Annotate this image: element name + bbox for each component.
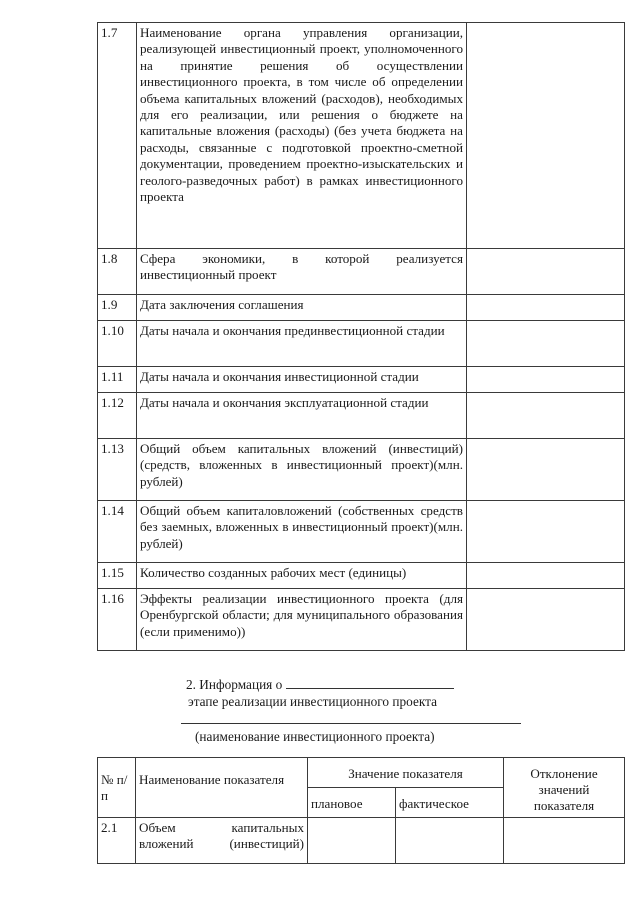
planned-value-cell[interactable] — [308, 818, 396, 864]
row-label: Даты начала и окончания эксплуатационной стадии — [137, 393, 467, 439]
row-label: Сфера экономики, в которой реализуется инвестиционный проект — [137, 249, 467, 295]
row-label: Эффекты реализации инвестиционного проекта (для Оренбургской области; для муниципального образования (если применимо)) — [137, 589, 467, 651]
row-number: 1.10 — [98, 321, 137, 367]
header-deviation: Отклонение значений показателя — [504, 758, 625, 818]
row-label: Общий объем капитальных вложений (инвестиций) (средств, вложенных в инвестиционный проект)(млн. рублей) — [137, 439, 467, 501]
project-info-table — [97, 22, 625, 651]
header-value-group: Значение показателя — [308, 758, 504, 788]
table-row — [98, 501, 625, 563]
table-row — [98, 589, 625, 651]
row-number: 1.13 — [98, 439, 137, 501]
row-number: 1.11 — [98, 367, 137, 393]
row-value-cell[interactable] — [467, 563, 625, 589]
indicators-table — [97, 757, 625, 864]
table-row — [98, 393, 625, 439]
section-title — [186, 677, 454, 693]
table-row — [98, 295, 625, 321]
row-number: 1.7 — [98, 23, 137, 249]
row-value-cell[interactable] — [467, 367, 625, 393]
deviation-value-cell[interactable] — [504, 818, 625, 864]
row-value-cell[interactable] — [467, 249, 625, 295]
header-planned: плановое — [308, 788, 396, 818]
actual-value-cell[interactable] — [396, 818, 504, 864]
row-number: 1.9 — [98, 295, 137, 321]
row-label: Общий объем капиталовложений (собственных средств без заемных, вложенных в инвестиционный проект)(млн. рублей) — [137, 501, 467, 563]
row-number: 1.8 — [98, 249, 137, 295]
row-value-cell[interactable] — [467, 439, 625, 501]
table-row — [98, 818, 625, 864]
row-value-cell[interactable] — [467, 23, 625, 249]
row-label: Количество созданных рабочих мест (единицы) — [137, 563, 467, 589]
table-row — [98, 321, 625, 367]
header-number: № п/п — [98, 758, 136, 818]
row-number: 1.16 — [98, 589, 137, 651]
row-label: Объем капитальных вложений (инвестиций) — [136, 818, 308, 864]
row-value-cell[interactable] — [467, 501, 625, 563]
section-subtitle: этапе реализации инвестиционного проекта — [188, 694, 438, 709]
table-row — [98, 23, 625, 249]
table-row — [98, 249, 625, 295]
table-row — [98, 563, 625, 589]
header-name: Наименование показателя — [136, 758, 308, 818]
table-header-row — [98, 758, 625, 788]
row-label: Даты начала и окончания прединвестиционной стадии — [137, 321, 467, 367]
project-name-caption: (наименование инвестиционного проекта) — [195, 729, 435, 744]
row-value-cell[interactable] — [467, 393, 625, 439]
header-actual: фактическое — [396, 788, 504, 818]
section-title-text: 2. Информация о — [186, 677, 283, 692]
row-number: 2.1 — [98, 818, 136, 864]
row-value-cell[interactable] — [467, 589, 625, 651]
row-number: 1.12 — [98, 393, 137, 439]
row-label: Дата заключения соглашения — [137, 295, 467, 321]
row-label: Даты начала и окончания инвестиционной стадии — [137, 367, 467, 393]
row-number: 1.14 — [98, 501, 137, 563]
row-number: 1.15 — [98, 563, 137, 589]
table-row — [98, 439, 625, 501]
project-name-line — [181, 723, 521, 724]
row-value-cell[interactable] — [467, 321, 625, 367]
row-label: Наименование органа управления организации, реализующей инвестиционный проект, уполномоченного на принятие решения об осуществлении инвестиционного проекта, в том числе об определении объема капитальных вложений (расходов), необходимых для его реализации, или решения о бюджете на капитальные вложения (расходы) (без учета бюджета на расходы, связанные с подготовкой проектно-сметной документации, проведением проектно-изыскательских и геолого-разведочных работ) в рамках инвестиционного проекта — [137, 23, 467, 249]
blank-underline — [286, 677, 454, 689]
row-value-cell[interactable] — [467, 295, 625, 321]
table-row — [98, 367, 625, 393]
